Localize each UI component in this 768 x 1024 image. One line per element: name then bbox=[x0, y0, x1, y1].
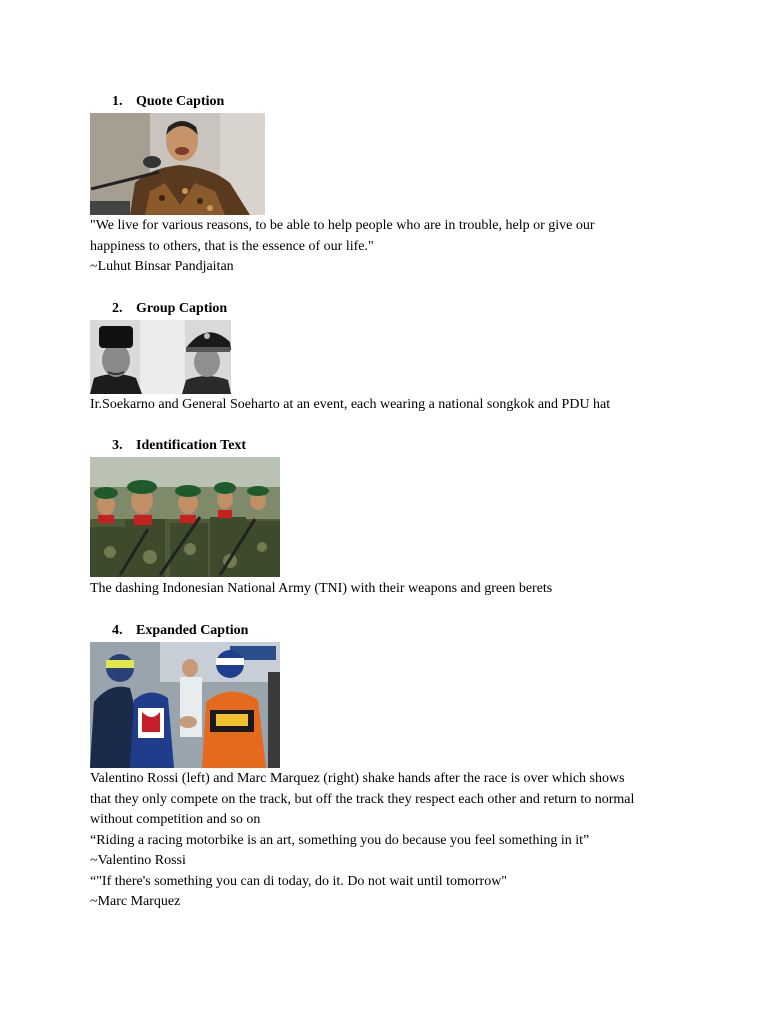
caption-line: ~Luhut Binsar Pandjaitan bbox=[90, 259, 234, 274]
section-number: 2. bbox=[112, 301, 123, 316]
caption-line: ~Valentino Rossi bbox=[90, 853, 186, 868]
expanded-caption-text bbox=[90, 769, 690, 913]
caption-line: that they only compete on the track, but off the track they respect each other and return to normal bbox=[90, 791, 635, 807]
caption-line: Valentino Rossi (left) and Marc Marquez (right) shake hands after the race is over which shows bbox=[90, 771, 625, 786]
caption-line: "We live for various reasons, to be able to help people who are in trouble, help or give our bbox=[90, 218, 595, 233]
caption-line: The dashing Indonesian National Army (TNI) with their weapons and green berets bbox=[90, 581, 553, 596]
section-title: Group Caption bbox=[136, 301, 228, 316]
man-speaking-at-microphone-photo bbox=[90, 113, 265, 215]
section-title: Expanded Caption bbox=[136, 623, 249, 638]
quote-caption-text bbox=[90, 216, 690, 278]
soldiers-green-berets-photo bbox=[90, 457, 280, 577]
section-heading-identification-text bbox=[112, 437, 246, 455]
two-men-black-white-photo bbox=[90, 320, 231, 394]
caption-line: Ir.Soekarno and General Soeharto at an event, each wearing a national songkok and PDU hat bbox=[90, 397, 611, 412]
section-heading-quote-caption bbox=[112, 93, 224, 111]
section-number: 3. bbox=[112, 438, 123, 453]
section-heading-expanded-caption bbox=[112, 622, 248, 640]
caption-line: happiness to others, that is the essence of our life." bbox=[90, 238, 374, 254]
section-number: 4. bbox=[112, 623, 123, 638]
identification-text bbox=[90, 579, 690, 600]
section-heading-group-caption bbox=[112, 300, 227, 318]
caption-line: “Riding a racing motorbike is an art, something you do because you feel something in it” bbox=[90, 832, 590, 848]
caption-line: without competition and so on bbox=[90, 812, 261, 827]
section-title: Identification Text bbox=[136, 438, 247, 453]
group-caption-text bbox=[90, 395, 690, 416]
section-title: Quote Caption bbox=[136, 94, 225, 109]
caption-line: ~Marc Marquez bbox=[90, 894, 181, 909]
section-number: 1. bbox=[112, 94, 123, 109]
caption-line: “"If there's something you can di today, do it. Do not wait until tomorrow" bbox=[90, 873, 508, 889]
riders-shaking-hands-photo bbox=[90, 642, 280, 768]
